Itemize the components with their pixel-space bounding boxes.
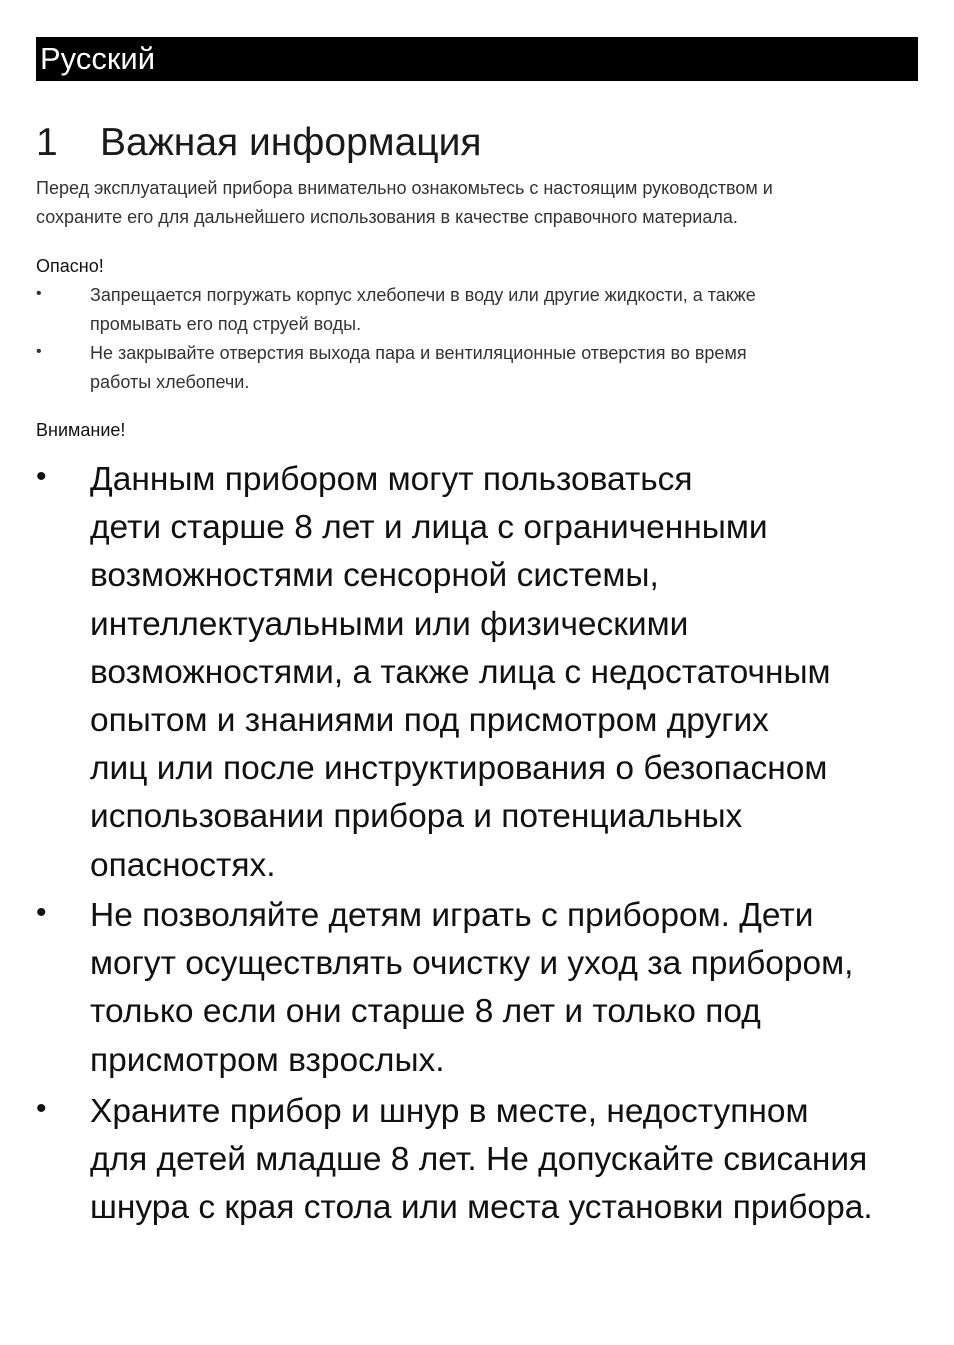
text-line: опасностях. <box>90 846 276 884</box>
bullet-marker: • <box>36 896 47 929</box>
text-line: Не закрывайте отверстия выхода пара и вентиляционные отверстия во время <box>90 343 747 363</box>
intro-paragraph <box>36 174 773 232</box>
warning-bullet <box>90 892 853 1085</box>
intro-line: сохраните его для дальнейшего использования в качестве справочного материала. <box>36 207 738 227</box>
text-line: работы хлебопечи. <box>90 372 250 392</box>
text-line: присмотром взрослых. <box>90 1041 445 1079</box>
text-line: Данным прибором могут пользоваться <box>90 461 693 498</box>
text-line: лиц или после инструктирования о безопасном <box>90 750 828 788</box>
warning-bullet <box>90 1088 873 1233</box>
danger-bullet <box>90 281 756 339</box>
text-line: опытом и знаниями под присмотром других <box>90 702 769 740</box>
text-line: Храните прибор и шнур в месте, недоступном <box>90 1093 809 1130</box>
section-title-text: Важная информация <box>100 121 482 164</box>
text-line: использовании прибора и потенциальных <box>90 798 743 836</box>
warning-label: Внимание! <box>36 420 126 440</box>
danger-bullet <box>90 339 747 397</box>
text-line: промывать его под струей воды. <box>90 314 362 334</box>
bullet-marker: • <box>36 460 47 493</box>
text-line: Запрещается погружать корпус хлебопечи в воду или другие жидкости, а также <box>90 285 756 305</box>
language-header-bar <box>36 37 918 81</box>
bullet-marker: • <box>36 1092 47 1125</box>
text-line: интеллектуальными или физическими <box>90 605 689 643</box>
section-number: 1 <box>36 121 58 164</box>
warning-bullet <box>90 456 831 890</box>
text-line: возможностями, а также лица с недостаточным <box>90 653 831 691</box>
bullet-marker: • <box>36 343 42 360</box>
section-title <box>36 118 482 168</box>
intro-line: Перед эксплуатацией прибора внимательно ознакомьтесь с настоящим руководством и <box>36 178 773 198</box>
text-line: для детей младше 8 лет. Не допускайте свисания <box>90 1141 868 1179</box>
text-line: могут осуществлять очистку и уход за прибором, <box>90 945 854 983</box>
bullet-marker: • <box>36 285 42 302</box>
language-label: Русский <box>40 41 156 76</box>
text-line: шнура с края стола или места установки прибора. <box>90 1189 873 1227</box>
danger-label: Опасно! <box>36 256 104 276</box>
text-line: только если они старше 8 лет и только под <box>90 993 761 1031</box>
text-line: Не позволяйте детям играть с прибором. Дети <box>90 897 814 934</box>
text-line: дети старше 8 лет и лица с ограниченными <box>90 509 768 547</box>
text-line: возможностями сенсорной системы, <box>90 557 659 595</box>
